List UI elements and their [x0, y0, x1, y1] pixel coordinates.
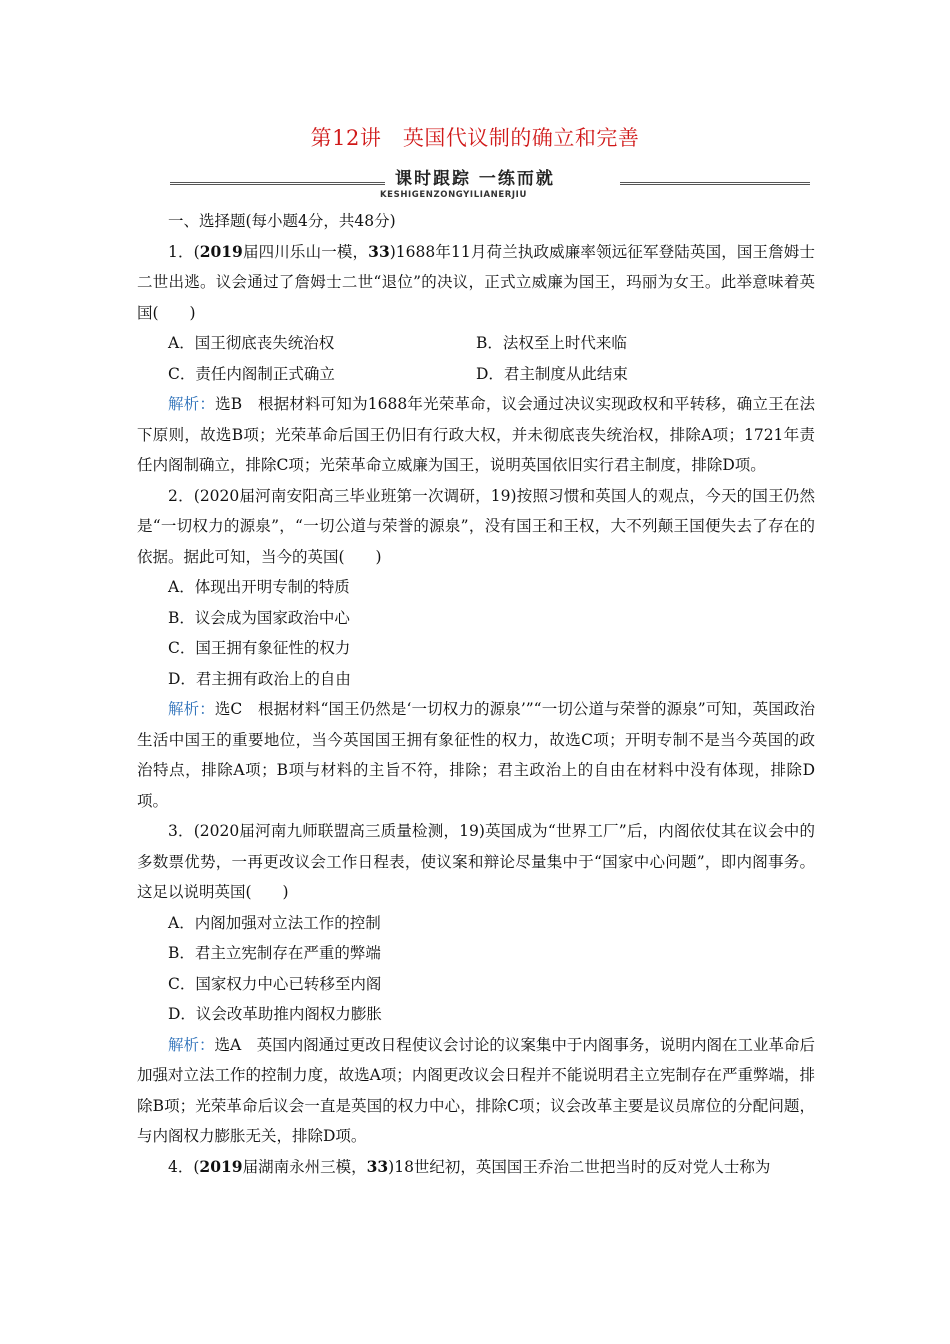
banner-label: 课时跟踪 一练而就: [395, 169, 555, 189]
option-a: A．国王彻底丧失统治权: [168, 334, 335, 352]
question-2: 2．(2020届河南安阳高三毕业班第一次调研，19)按照习惯和英国人的观点，今天的国王仍然是“一切权力的源泉”，“一切公道与荣誉的源泉”，没有国王和王权，大不列颠王国便失去了存在的依据。据此可知，当今的英国( ): [137, 486, 815, 566]
answer-analysis-1: 解析：选B 根据材料可知为1688年光荣革命，议会通过决议实现政权和平转移，确立王在法下原则，故选B项；光荣革命后国王仍旧有行政大权，并未彻底丧失统治权，排除A项；1721年责任内阁制确立，排除C项；光荣革命立威廉为国王，说明英国依旧实行君主制度，排除D项。: [137, 395, 815, 474]
question-1-options-row-2: [137, 359, 815, 390]
option-b: B．议会成为国家政治中心: [168, 608, 350, 627]
question-4: 4．(2019届湖南永州三模，33)18世纪初，英国国王乔治二世把当时的反对党人士称为: [168, 1156, 771, 1176]
option-b: B．法权至上时代来临: [476, 334, 627, 352]
option-c: C．国王拥有象征性的权力: [168, 639, 351, 657]
banner-rule-right: [620, 182, 810, 185]
question-1: 1．(2019届四川乐山一模，33)1688年11月荷兰执政威廉率领远征军登陆英国，国王詹姆士二世出逃。议会通过了詹姆士二世“退位”的决议，正式立威廉为国王，玛丽为女王。此举意味着英国( ): [137, 241, 815, 322]
option-a: A．内阁加强对立法工作的控制: [168, 913, 381, 932]
answer-analysis-2: 解析：选C 根据材料“国王仍然是‘一切权力的源泉’”“一切公道与荣誉的源泉”可知，英国政治生活中国王的重要地位，当今英国国王拥有象征性的权力，故选C项；开明专制不是当今英国的政治特点，排除A项；B项与材料的主旨不符，排除；君主政治上的自由在材料中没有体现，排除D项。: [137, 700, 815, 810]
option-d: D．君主制度从此结束: [476, 364, 628, 383]
option-a: A．体现出开明专制的特质: [168, 578, 350, 596]
banner-rule-left: [170, 182, 385, 185]
question-1-options-row-1: [137, 328, 815, 359]
section-banner: [170, 166, 810, 200]
document-body: [137, 206, 815, 1182]
option-c: C．国家权力中心已转移至内阁: [168, 974, 382, 993]
page-title: 第12讲 英国代议制的确立和完善: [310, 126, 640, 150]
option-d: D．君主拥有政治上的自由: [168, 669, 351, 688]
section-heading: 一、选择题(每小题4分，共48分): [168, 212, 396, 230]
option-b: B．君主立宪制存在严重的弊端: [168, 944, 381, 962]
option-d: D．议会改革助推内阁权力膨胀: [168, 1005, 382, 1023]
banner-pinyin: KESHIGENZONGYILIANERJIU: [380, 190, 527, 200]
question-3: 3．(2020届河南九师联盟高三质量检测，19)英国成为“世界工厂”后，内阁依仗其在议会中的多数票优势，一再更改议会工作日程表，使议案和辩论尽量集中于“国家中心问题”，即内阁事务。这足以说明英国( ): [137, 822, 815, 901]
answer-analysis-3: 解析：选A 英国内阁通过更改日程使议会讨论的议案集中于内阁事务，说明内阁在工业革命后加强对立法工作的控制力度，故选A项；内阁更改议会日程并不能说明君主立宪制存在严重弊端，排除B项；光荣革命后议会一直是英国的权力中心，排除C项；议会改革主要是议员席位的分配问题，与内阁权力膨胀无关，排除D项。: [137, 1035, 815, 1145]
option-c: C．责任内阁制正式确立: [168, 364, 335, 383]
